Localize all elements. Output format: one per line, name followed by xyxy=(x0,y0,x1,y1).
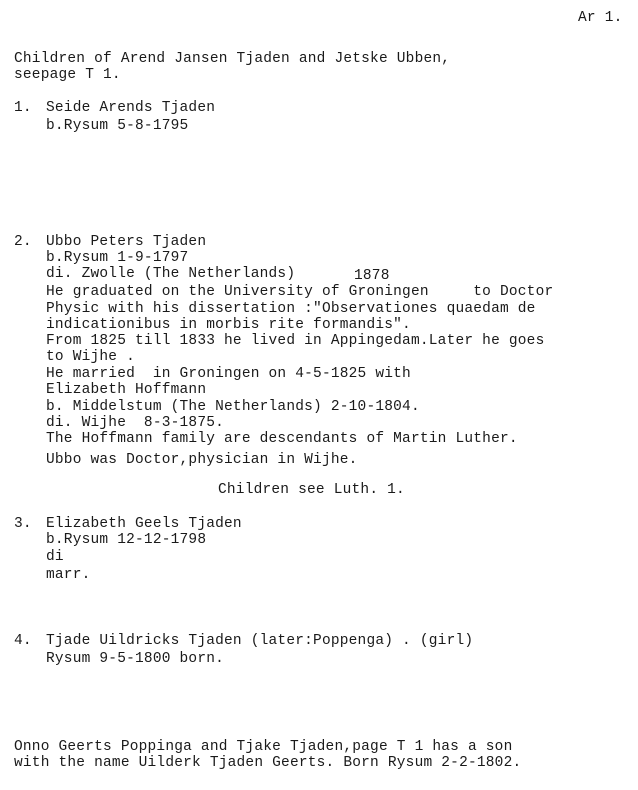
entry-2-line-appingedam: From 1825 till 1833 he lived in Appingedam.Later he goes xyxy=(46,333,545,349)
entry-2-death: di. Zwolle (The Netherlands) xyxy=(46,266,296,282)
entry-2-spouse-name: Elizabeth Hoffmann xyxy=(46,382,207,398)
entry-2-number: 2. xyxy=(14,234,32,250)
entry-2-line-wijhe: to Wijhe . xyxy=(46,349,136,365)
entry-4-number: 4. xyxy=(14,633,32,649)
footer-line-2: with the name Uilderk Tjaden Geerts. Born Rysum 2-2-1802. xyxy=(14,755,522,771)
entry-3-death: di xyxy=(46,549,64,565)
intro-line-2: seepage T 1. xyxy=(14,67,121,83)
entry-2-line-hoffmann: The Hoffmann family are descendants of Martin Luther. xyxy=(46,431,518,447)
entry-3-name: Elizabeth Geels Tjaden xyxy=(46,516,242,532)
entry-3-marriage: marr. xyxy=(46,567,91,583)
footer-line-1: Onno Geerts Poppinga and Tjake Tjaden,page T 1 has a son xyxy=(14,739,513,755)
page-reference: Ar 1. xyxy=(578,10,623,26)
entry-2-children-ref: Children see Luth. 1. xyxy=(218,482,405,498)
entry-2-line-married: He married in Groningen on 4-5-1825 with xyxy=(46,366,411,382)
entry-2-birth: b.Rysum 1-9-1797 xyxy=(46,250,189,266)
entry-2-spouse-birth: b. Middelstum (The Netherlands) 2-10-1804. xyxy=(46,399,420,415)
entry-1-birth: b.Rysum 5-8-1795 xyxy=(46,118,189,134)
entry-2-line-title: indicationibus in morbis rite formandis". xyxy=(46,317,411,333)
entry-2-line-graduated: He graduated on the University of Groningen to Doctor xyxy=(46,284,554,300)
entry-2-line-dissertation: Physic with his dissertation :"Observationes quaedam de xyxy=(46,301,536,317)
entry-2-name: Ubbo Peters Tjaden xyxy=(46,234,207,250)
entry-4-birth: Rysum 9-5-1800 born. xyxy=(46,651,225,667)
entry-3-number: 3. xyxy=(14,516,32,532)
entry-1-name: Seide Arends Tjaden xyxy=(46,100,216,116)
entry-2-spouse-death: di. Wijhe 8-3-1875. xyxy=(46,415,225,431)
entry-2-death-year: 1878 xyxy=(354,268,390,284)
entry-4-name: Tjade Uildricks Tjaden (later:Poppenga) . (girl) xyxy=(46,633,474,649)
entry-3-birth: b.Rysum 12-12-1798 xyxy=(46,532,207,548)
entry-1-number: 1. xyxy=(14,100,32,116)
intro-line-1: Children of Arend Jansen Tjaden and Jetske Ubben, xyxy=(14,51,451,67)
entry-2-line-occupation: Ubbo was Doctor,physician in Wijhe. xyxy=(46,452,358,468)
